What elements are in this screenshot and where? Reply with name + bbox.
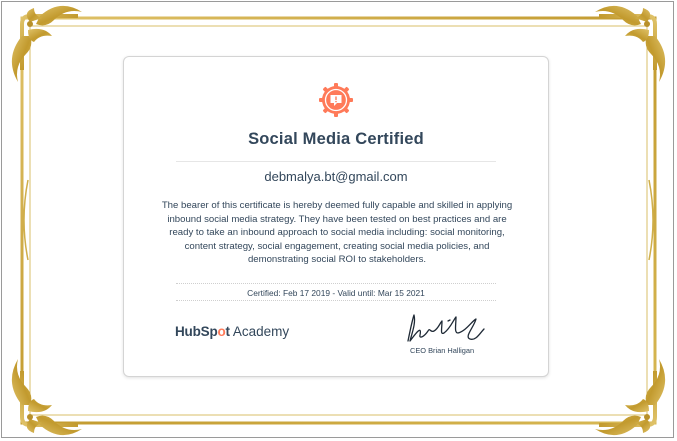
certificate-badge: [318, 82, 354, 118]
certificate-description: The bearer of this certificate is hereby deemed fully capable and skilled in applying inbound social media strategy. They have been tested on best practices and are ready to take an inbound approach to social media including: social monitoring, content strategy, social engagement, creating social media policies, and demonstrating social ROI to stakeholders.: [161, 200, 513, 266]
divider: [176, 283, 496, 284]
academy-wordmark: Academy: [232, 324, 290, 339]
recipient-email: debmalya.bt@gmail.com: [264, 169, 408, 184]
signer-title: CEO Brian Halligan: [410, 346, 475, 355]
hubspot-academy-logo: [175, 324, 289, 339]
hubspot-wordmark: HubSpot: [175, 324, 230, 339]
certificate-title: Social Media Certified: [248, 130, 424, 148]
certification-dates: Certified: Feb 17 2019 - Valid until: Mar 15 2021: [247, 288, 425, 298]
divider: [176, 300, 496, 301]
ceo-signature: [400, 311, 492, 345]
certificate-card: [123, 56, 549, 377]
divider: [176, 161, 496, 162]
